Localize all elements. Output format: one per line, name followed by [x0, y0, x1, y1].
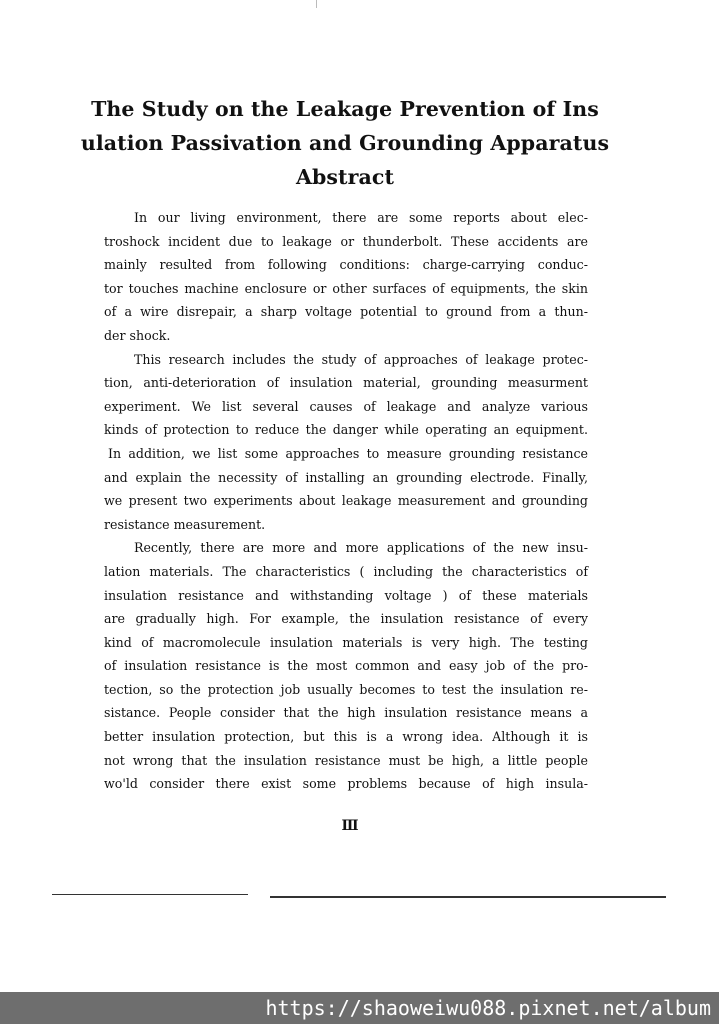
- footer-rule-right: [270, 896, 666, 898]
- text-line: better insulation protection, but this is a wrong idea. Although it is: [104, 729, 588, 745]
- abstract-heading: Abstract: [295, 165, 395, 189]
- text-line: This research includes the study of approaches of leakage protec-: [134, 351, 588, 367]
- text-line: tion, anti-deterioration of insulation material, grounding measurment: [104, 375, 588, 391]
- text-line: In addition, we list some approaches to measure grounding resistance: [108, 445, 588, 461]
- abstract-body: [104, 206, 588, 796]
- text-line: insulation resistance and withstanding voltage ) of these materials: [104, 587, 588, 603]
- watermark-url: https://shaoweiwu088.pixnet.net/album: [265, 996, 711, 1020]
- page-number: Ⅲ: [341, 818, 359, 834]
- text-line: tection, so the protection job usually becomes to test the insulation re-: [104, 681, 588, 697]
- text-line: of a wire disrepair, a sharp voltage potential to ground from a thun-: [104, 304, 588, 320]
- text-line: kind of macromolecule insulation materials is very high. The testing: [104, 634, 588, 650]
- text-line: and explain the necessity of installing an grounding electrode. Finally,: [104, 469, 588, 485]
- text-line: lation materials. The characteristics ( including the characteristics of: [104, 563, 588, 579]
- text-line: wo'ld consider there exist some problems because of high insula-: [104, 776, 588, 792]
- paragraph-1: [104, 206, 588, 348]
- text-line: resistance measurement.: [104, 516, 266, 532]
- text-line: der shock.: [104, 327, 171, 343]
- top-tick-mark: [316, 0, 317, 8]
- text-line: kinds of protection to reduce the danger while operating an equipment.: [104, 422, 588, 438]
- text-line: Recently, there are more and more applications of the new insu-: [134, 540, 588, 556]
- title-line-1: The Study on the Leakage Prevention of Ins: [91, 97, 599, 121]
- text-line: tor touches machine enclosure or other surfaces of equipments, the skin: [104, 280, 588, 296]
- text-line: experiment. We list several causes of leakage and analyze various: [104, 398, 588, 414]
- text-line: In our living environment, there are some reports about elec-: [134, 210, 588, 225]
- paragraph-3: [104, 536, 588, 796]
- text-line: sistance. People consider that the high insulation resistance means a: [104, 705, 588, 721]
- footer-rule-left: [52, 894, 248, 895]
- document-title: [60, 92, 630, 194]
- watermark-banner: [0, 992, 719, 1024]
- text-line: we present two experiments about leakage measurement and grounding: [104, 493, 588, 509]
- title-line-2: ulation Passivation and Grounding Apparatus: [80, 131, 610, 155]
- text-line: troshock incident due to leakage or thunderbolt. These accidents are: [104, 233, 588, 249]
- text-line: mainly resulted from following conditions: charge-carrying conduc-: [104, 257, 588, 273]
- text-line: not wrong that the insulation resistance must be high, a little people: [104, 752, 588, 768]
- text-line: are gradually high. For example, the insulation resistance of every: [104, 611, 588, 627]
- text-line: of insulation resistance is the most common and easy job of the pro-: [104, 658, 588, 674]
- paragraph-2: [104, 348, 588, 537]
